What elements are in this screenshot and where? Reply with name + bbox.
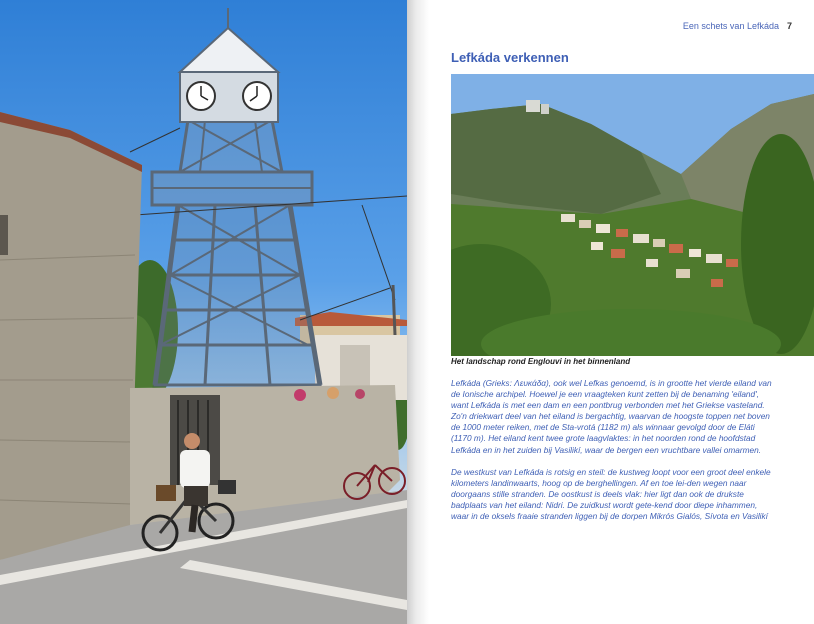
stone-building: [0, 112, 142, 560]
running-head: [683, 21, 792, 31]
running-head-title: Een schets van Lefkáda: [682, 21, 779, 31]
landscape-photo: [451, 74, 814, 356]
body-text: [451, 378, 776, 533]
clock-face-right: [243, 82, 271, 110]
clock-tower: [152, 8, 320, 385]
section-title: Lefkáda verkennen: [451, 50, 569, 65]
utility-pole: [393, 285, 395, 335]
right-page: [407, 0, 814, 624]
photo-caption: Het landschap rond Englouvi in het binnenland: [451, 357, 631, 366]
paragraph-intro: Lefkáda (Grieks: Λευκάδα), ook wel Lefkas genoemd, is in grootte het vierde eiland van de Ionische archipel. Hoewel je een vraagteken kunt zetten bij de benaming 'eiland', want Lefkáda is met een dam en een pontbrug verbonden met het Griekse vasteland. Zo'n driekwart deel van het eiland is bergachtig, waarvan de hoogste toppen net boven de 1000 meter reiken, met de Sta-vrotá (1182 m) als winnaar gevolgd door de Eláti (1170 m). Het eiland kent twee grote laagvlaktes: in het noorden rond de hoofdstad Lefkáda en in het zuiden bij Vasilikí, waar de bergen een vruchtbare vallei omarmen.: [451, 378, 772, 455]
paragraph-coasts: De westkust van Lefkáda is rotsig en steil: de kustweg loopt voor een groot deel enkele kilometers landinwaarts, hoog op de berghellingen. Af en toe lei-den wegen naar doorgaans stille stranden. De oostkust is deels vlak: hier ligt dan ook de drukste badplaats van het eiland: Nidri. De zuidkust wordt gete-kend door diepe inhammen, waar in de oksels fraaie stranden liggen bij de dorpen Mikrós Gialós, Sívota en Vasilikí: [451, 466, 771, 522]
englouvi-landscape-photo: [451, 74, 814, 356]
page-number: 7: [786, 21, 792, 31]
clock-face-left: [187, 82, 215, 110]
